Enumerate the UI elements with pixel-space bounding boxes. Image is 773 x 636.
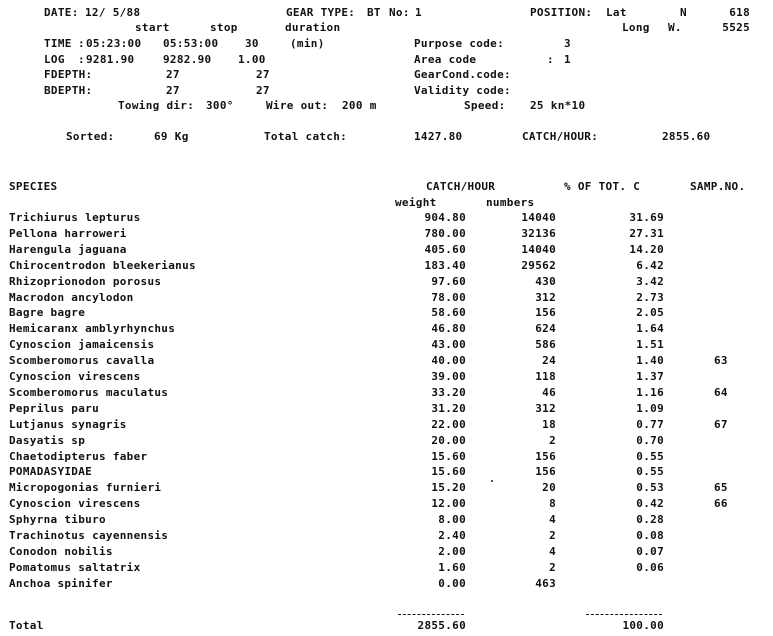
samp-value: 67 bbox=[714, 418, 728, 431]
pct-value: 2.05 bbox=[636, 306, 664, 319]
numbers-value: 32136 bbox=[521, 227, 556, 240]
numbers-value: 20 bbox=[542, 481, 556, 494]
weight-value: 15.60 bbox=[431, 450, 466, 463]
log-diff: 1.00 bbox=[238, 53, 266, 66]
col-stop: stop bbox=[210, 21, 238, 34]
numbers-value: 46 bbox=[542, 386, 556, 399]
pct-value: 1.51 bbox=[636, 338, 664, 351]
fdepth-label: FDEPTH: bbox=[44, 68, 93, 81]
weight-value: 39.00 bbox=[431, 370, 466, 383]
catch-report: DATE: 12/ 5/88 GEAR TYPE: BT No: 1 POSITION: Lat N 618 start stop duration Long W. 5525 TIME : 05:23:00 05:53:00 30 (min) Purpose code: 3 LOG : 9281.90 9282.90 1.00 Area code : 1 FDEPTH: 27 27 GearCond.code: BDEPTH: 27 27 Validity code: Towing dir: 300° Wire out: 200 m Speed: 25 kn*10 Sorted: 69 Kg Total catch: 1427.80 CATCH/HOUR: 2855.60 SPECIES CATCH/HOUR % OF TOT. C SAMP.NO. weight numbers Trichiurus lepturus 904.80 14040 31.69 Pellona harroweri 780.00 32136 27.31 Harengula jaguana 405.60 14040 14.20 Chirocentrodon bleekerianus 183.40 29562 6.42 Rhizoprionodon porosus 97.60 430 3.42 Macrodon ancylodon 78.00 312 2.73 Bagre bagre 58.60 156 2.05 Hemicaranx amblyrhynchus 46.80 624 1.64 Cynoscion jamaicensis 43.00 586 1.51 Scomberomorus cavalla 40.00 24 1.40 63 Cynoscion virescens 39.00 118 1.37 Scomberomorus maculatus 33.20 46 1.16 64 Peprilus paru 31.20 312 1.09 Lutjanus synagris 22.00 18 0.77 67 Dasyatis sp 20.00 2 0.70 Chaetodipterus faber 15.60 156 0.55 POMADASYIDAE 15.60 156 0.55 Micropogonias furnieri 15.20 20 0.53 65 Cynoscion virescens 12.00 8 0.42 66 Sphyrna tiburo 8.00 4 0.28 Trachinotus cayennensis 2.40 2 0.08 Conodon nobilis 2.00 4 0.07 Pomatomus saltatrix 1.60 2 0.06 Anchoa spinifer 0.00 463 Total 2855.60 100.00 bbox=[9, 6, 750, 632]
purpose-value: 3 bbox=[564, 37, 571, 50]
samp-value: 66 bbox=[714, 497, 728, 510]
gearcond-label: GearCond.code: bbox=[414, 68, 511, 81]
total-catch-label: Total catch: bbox=[264, 130, 348, 143]
species-name: Conodon nobilis bbox=[9, 545, 113, 558]
species-name: Scomberomorus cavalla bbox=[9, 354, 155, 367]
weight-value: 0.00 bbox=[438, 577, 466, 590]
weight-value: 1.60 bbox=[438, 561, 466, 574]
weight-value: 12.00 bbox=[431, 497, 466, 510]
pct-value: 0.42 bbox=[636, 497, 664, 510]
species-name: Bagre bagre bbox=[9, 306, 86, 319]
weight-value: 33.20 bbox=[431, 386, 466, 399]
weight-value: 780.00 bbox=[424, 227, 466, 240]
species-name: Dasyatis sp bbox=[9, 434, 86, 447]
weight-value: 46.80 bbox=[431, 322, 466, 335]
weight-total-rule bbox=[398, 614, 464, 615]
weight-value: 8.00 bbox=[438, 513, 466, 526]
weight-value: 31.20 bbox=[431, 402, 466, 415]
gear-type-value: BT bbox=[367, 6, 381, 19]
numbers-value: 118 bbox=[535, 370, 556, 383]
pct-header: % OF TOT. C bbox=[564, 180, 641, 193]
species-name: Pomatomus saltatrix bbox=[9, 561, 141, 574]
species-name: Cynoscion virescens bbox=[9, 497, 141, 510]
pct-value: 2.73 bbox=[636, 291, 664, 304]
numbers-value: 430 bbox=[535, 275, 556, 288]
numbers-value: 156 bbox=[535, 450, 556, 463]
pct-value: 1.64 bbox=[636, 322, 664, 335]
pct-value: 0.55 bbox=[636, 465, 664, 478]
species-name: POMADASYIDAE bbox=[9, 465, 93, 478]
pct-value: 1.09 bbox=[636, 402, 664, 415]
speed-value: 25 kn*10 bbox=[530, 99, 586, 112]
species-name: Peprilus paru bbox=[9, 402, 99, 415]
species-name: Trichiurus lepturus bbox=[9, 211, 141, 224]
numbers-value: 24 bbox=[542, 354, 556, 367]
weight-value: 2.00 bbox=[438, 545, 466, 558]
numbers-value: 312 bbox=[535, 402, 556, 415]
species-name: Harengula jaguana bbox=[9, 243, 127, 256]
speed-label: Speed: bbox=[464, 99, 506, 112]
pct-value: 0.77 bbox=[636, 418, 664, 431]
catch-hour-label: CATCH/HOUR: bbox=[522, 130, 599, 143]
species-name: Sphyrna tiburo bbox=[9, 513, 106, 526]
lat-value: 618 bbox=[729, 6, 750, 19]
species-name: Macrodon ancylodon bbox=[9, 291, 134, 304]
weight-value: 58.60 bbox=[431, 306, 466, 319]
date-value: 12/ 5/88 bbox=[85, 6, 141, 19]
log-stop: 9282.90 bbox=[163, 53, 212, 66]
time-duration: 30 bbox=[245, 37, 259, 50]
pct-value: 1.37 bbox=[636, 370, 664, 383]
weight-value: 22.00 bbox=[431, 418, 466, 431]
numbers-header: numbers bbox=[486, 196, 535, 209]
numbers-value: 312 bbox=[535, 291, 556, 304]
numbers-value: 4 bbox=[549, 545, 556, 558]
area-label: Area code bbox=[414, 53, 477, 66]
sorted-value: 69 Kg bbox=[154, 130, 189, 143]
numbers-value: 156 bbox=[535, 465, 556, 478]
weight-value: 20.00 bbox=[431, 434, 466, 447]
no-value: 1 bbox=[415, 6, 422, 19]
pct-value: 1.40 bbox=[636, 354, 664, 367]
wire-value: 200 m bbox=[342, 99, 377, 112]
numbers-value: 586 bbox=[535, 338, 556, 351]
weight-value: 904.80 bbox=[424, 211, 466, 224]
species-name: Pellona harroweri bbox=[9, 227, 127, 240]
numbers-value: 156 bbox=[535, 306, 556, 319]
long-hemisphere: W. bbox=[668, 21, 682, 34]
time-label: TIME bbox=[44, 37, 72, 50]
no-label: No: bbox=[389, 6, 410, 19]
bdepth-label: BDEPTH: bbox=[44, 84, 93, 97]
col-start: start bbox=[135, 21, 170, 34]
sorted-label: Sorted: bbox=[66, 130, 115, 143]
total-weight: 2855.60 bbox=[417, 619, 466, 632]
fdepth-start: 27 bbox=[166, 68, 180, 81]
date-label: DATE: bbox=[44, 6, 79, 19]
species-name: Hemicaranx amblyrhynchus bbox=[9, 322, 176, 335]
catch-hour-header: CATCH/HOUR bbox=[426, 180, 496, 193]
weight-value: 15.20 bbox=[431, 481, 466, 494]
pct-value: 0.28 bbox=[636, 513, 664, 526]
col-duration: duration bbox=[285, 21, 341, 34]
total-catch-value: 1427.80 bbox=[414, 130, 463, 143]
samp-value: 65 bbox=[714, 481, 728, 494]
species-name: Cynoscion jamaicensis bbox=[9, 338, 155, 351]
numbers-value: 4 bbox=[549, 513, 556, 526]
pct-value: 0.06 bbox=[636, 561, 664, 574]
species-name: Chaetodipterus faber bbox=[9, 450, 148, 463]
time-stop: 05:53:00 bbox=[163, 37, 219, 50]
catch-hour-value: 2855.60 bbox=[662, 130, 711, 143]
pct-value: 31.69 bbox=[629, 211, 664, 224]
numbers-value: 463 bbox=[535, 577, 556, 590]
time-start: 05:23:00 bbox=[86, 37, 142, 50]
fdepth-stop: 27 bbox=[256, 68, 270, 81]
species-header: SPECIES bbox=[9, 180, 58, 193]
pct-value: 0.53 bbox=[636, 481, 664, 494]
total-label: Total bbox=[9, 619, 44, 632]
scan-speck bbox=[491, 480, 493, 482]
validity-label: Validity code: bbox=[414, 84, 511, 97]
samp-value: 64 bbox=[714, 386, 728, 399]
weight-value: 15.60 bbox=[431, 465, 466, 478]
species-name: Chirocentrodon bleekerianus bbox=[9, 259, 196, 272]
weight-value: 40.00 bbox=[431, 354, 466, 367]
towing-label: Towing dir: bbox=[118, 99, 195, 112]
weight-value: 43.00 bbox=[431, 338, 466, 351]
time-unit: (min) bbox=[290, 37, 325, 50]
numbers-value: 2 bbox=[549, 529, 556, 542]
lat-hemisphere: N bbox=[680, 6, 687, 19]
weight-value: 2.40 bbox=[438, 529, 466, 542]
species-name: Cynoscion virescens bbox=[9, 370, 141, 383]
weight-value: 405.60 bbox=[424, 243, 466, 256]
pct-value: 1.16 bbox=[636, 386, 664, 399]
numbers-value: 14040 bbox=[521, 211, 556, 224]
lat-label: Lat bbox=[606, 6, 627, 19]
pct-value: 14.20 bbox=[629, 243, 664, 256]
numbers-value: 624 bbox=[535, 322, 556, 335]
pct-total-rule bbox=[586, 614, 662, 615]
pct-value: 0.55 bbox=[636, 450, 664, 463]
log-label: LOG bbox=[44, 53, 65, 66]
weight-value: 183.40 bbox=[424, 259, 466, 272]
weight-value: 78.00 bbox=[431, 291, 466, 304]
weight-value: 97.60 bbox=[431, 275, 466, 288]
species-name: Trachinotus cayennensis bbox=[9, 529, 169, 542]
position-label: POSITION: bbox=[530, 6, 593, 19]
species-name: Micropogonias furnieri bbox=[9, 481, 162, 494]
area-value: 1 bbox=[564, 53, 571, 66]
towing-value: 300° bbox=[206, 99, 234, 112]
pct-value: 3.42 bbox=[636, 275, 664, 288]
weight-header: weight bbox=[395, 196, 437, 209]
long-value: 5525 bbox=[722, 21, 750, 34]
species-name: Rhizoprionodon porosus bbox=[9, 275, 162, 288]
species-name: Lutjanus synagris bbox=[9, 418, 127, 431]
numbers-value: 8 bbox=[549, 497, 556, 510]
numbers-value: 29562 bbox=[521, 259, 556, 272]
long-label: Long bbox=[622, 21, 650, 34]
bdepth-start: 27 bbox=[166, 84, 180, 97]
samp-header: SAMP.NO. bbox=[690, 180, 746, 193]
samp-value: 63 bbox=[714, 354, 728, 367]
pct-value: 27.31 bbox=[629, 227, 664, 240]
pct-value: 0.70 bbox=[636, 434, 664, 447]
pct-value: 0.08 bbox=[636, 529, 664, 542]
numbers-value: 2 bbox=[549, 561, 556, 574]
total-pct: 100.00 bbox=[622, 619, 664, 632]
wire-label: Wire out: bbox=[266, 99, 329, 112]
species-name: Anchoa spinifer bbox=[9, 577, 113, 590]
species-name: Scomberomorus maculatus bbox=[9, 386, 169, 399]
numbers-value: 14040 bbox=[521, 243, 556, 256]
gear-type-label: GEAR TYPE: bbox=[286, 6, 356, 19]
numbers-value: 2 bbox=[549, 434, 556, 447]
log-start: 9281.90 bbox=[86, 53, 135, 66]
purpose-label: Purpose code: bbox=[414, 37, 504, 50]
numbers-value: 18 bbox=[542, 418, 556, 431]
bdepth-stop: 27 bbox=[256, 84, 270, 97]
pct-value: 6.42 bbox=[636, 259, 664, 272]
pct-value: 0.07 bbox=[636, 545, 664, 558]
